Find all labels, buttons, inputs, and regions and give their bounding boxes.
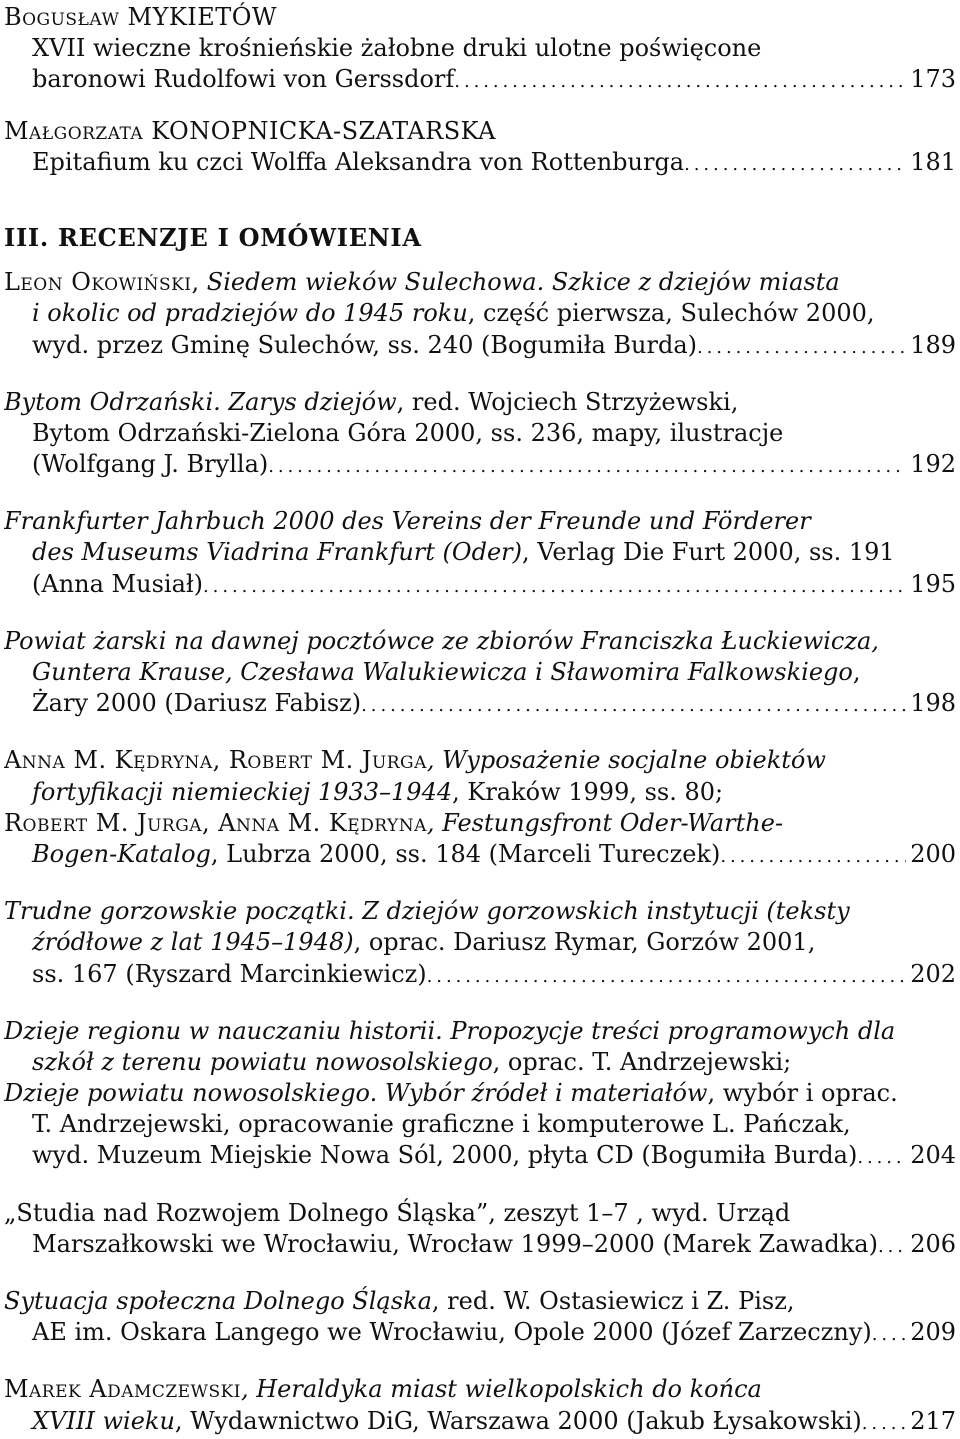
entry-author: Leon Okowiński (4, 268, 192, 297)
entry-text: , wybór i oprac. (707, 1079, 898, 1108)
toc-entry (4, 506, 956, 600)
entry-text: , Verlag Die Furt 2000, ss. 191 (521, 538, 895, 567)
dot-leader (878, 1229, 906, 1260)
page-number: 202 (910, 959, 956, 988)
dot-leader (720, 839, 906, 870)
entry-title: Bogen-Katalog (32, 839, 211, 868)
dot-leader (697, 330, 906, 361)
dot-leader (268, 449, 906, 480)
entry-leader-line (4, 839, 956, 870)
entry-line (4, 927, 956, 958)
entry-title-line: XVII wieczne krośnieńskie żałobne druki ulotne poświęcone (32, 34, 762, 63)
entry-title: , Wyposażenie socjalne obiektów (426, 746, 826, 775)
dot-leader (203, 569, 906, 600)
entry-text: , część pierwsza, Sulechów 2000, (467, 299, 875, 328)
entry-text: Marszałkowski we Wrocławiu, Wrocław 1999–2000 (Marek Zawadka) (32, 1229, 878, 1258)
entry-title: , Festungsfront Oder-Warthe- (426, 808, 784, 837)
entry-title: Dzieje regionu w nauczaniu historii. Propozycje treści programowych dla (4, 1016, 896, 1045)
page-number: 200 (910, 839, 956, 868)
entry-text: , oprac. T. Andrzejewski; (492, 1047, 792, 1076)
entry-title: Dzieje powiatu nowosolskiego. Wybór źródeł i materiałów (4, 1079, 708, 1108)
entry-title: Guntera Krause, Czesława Walukiewicza i Sławomira Falkowskiego (32, 658, 853, 686)
entry-line (4, 745, 956, 776)
entry-title: Trudne gorzowskie początki. Z dziejów gorzowskich instytucji (teksty (4, 897, 850, 926)
entry-title: des Museums Viadrina Frankfurt (Oder) (32, 538, 522, 567)
dot-leader (427, 959, 907, 990)
entry-text: (Anna Musiał) (32, 569, 204, 598)
entry-line (4, 387, 956, 418)
entry-line (4, 1078, 956, 1109)
entry-author: Robert M. Jurga, Anna M. Kędryna (4, 808, 427, 837)
entry-line (4, 1047, 956, 1078)
entry-leader-line (4, 64, 956, 95)
entry-line (4, 808, 956, 839)
entry-text: „Studia nad Rozwojem Dolnego Śląska”, zeszyt 1–7 , wyd. Urząd (4, 1198, 791, 1227)
dot-leader (361, 688, 906, 719)
entry-line (4, 298, 956, 329)
entry-text: , red. W. Ostasiewicz i Z. Pisz, (431, 1287, 795, 1315)
page-number: 204 (910, 1141, 956, 1170)
page-number: 195 (910, 569, 956, 598)
toc-entry (4, 116, 956, 178)
entry-title: Siedem wieków Sulechowa. Szkice z dziejów miasta (206, 268, 840, 297)
page-number: 189 (910, 330, 956, 359)
entry-title: XVIII wieku (32, 1406, 175, 1435)
section-heading: III. RECENZJE I OMÓWIENIA (4, 222, 422, 252)
entry-author: Anna M. Kędryna, Robert M. Jurga (4, 746, 427, 775)
toc-entry (4, 267, 956, 361)
entry-leader-line (4, 1229, 956, 1260)
toc-entry (4, 2, 956, 96)
entry-text: wyd. przez Gminę Sulechów, ss. 240 (Bogumiła Burda) (32, 330, 698, 359)
entry-text: (Wolfgang J. Brylla) (32, 450, 269, 479)
entry-text: , Kraków 1999, ss. 80; (452, 777, 724, 806)
entry-text: wyd. Muzeum Miejskie Nowa Sól, 2000, płyta CD (Bogumiła Burda) (32, 1141, 858, 1170)
toc-entry (4, 896, 956, 990)
entry-title: , Heraldyka miast wielkopolskich do końca (240, 1375, 762, 1404)
dot-leader (862, 1406, 906, 1437)
entry-title: źródłowe z lat 1945–1948) (32, 928, 354, 957)
dot-leader (872, 1317, 906, 1348)
dot-leader (684, 147, 906, 178)
page-number: 209 (910, 1318, 956, 1347)
entry-leader-line (4, 1406, 956, 1437)
entry-author: Marek Adamczewski (4, 1375, 241, 1404)
toc-entry (4, 1286, 956, 1348)
entry-title-line: Epitafium ku czci Wolffa Aleksandra von Rottenburga (32, 147, 685, 176)
entry-author: Małgorzata KONOPNICKA-SZATARSKA (4, 116, 496, 145)
entry-leader-line (4, 449, 956, 480)
entry-leader-line (4, 569, 956, 600)
toc-entry (4, 745, 956, 870)
entry-text: T. Andrzejewski, opracowanie graficzne i komputerowe L. Pańczak, (32, 1110, 851, 1139)
page-number: 217 (910, 1406, 956, 1435)
entry-text: Bytom Odrzański-Zielona Góra 2000, ss. 236, mapy, ilustracje (32, 418, 784, 447)
entry-author: Bogusław MYKIETÓW (4, 3, 278, 31)
entry-text: , red. Wojciech Strzyżewski, (396, 387, 739, 416)
entry-title: Sytuacja społeczna Dolnego Śląska (4, 1287, 432, 1315)
entry-line (4, 537, 956, 568)
entry-title-line: baronowi Rudolfowi von Gerssdorf (32, 65, 455, 94)
entry-title: i okolic od pradziejów do 1945 roku (32, 299, 468, 328)
entry-leader-line (4, 330, 956, 361)
toc-entry (4, 626, 956, 720)
entry-title: szkół z terenu powiatu nowosolskiego (32, 1047, 493, 1076)
page-number: 173 (910, 65, 956, 94)
entry-line (4, 1374, 956, 1405)
entry-leader-line (4, 959, 956, 990)
entry-leader-line (4, 1140, 956, 1171)
page-number: 181 (910, 147, 956, 176)
entry-title: fortyfikacji niemieckiej 1933–1944 (32, 777, 453, 806)
entry-text: , Wydawnictwo DiG, Warszawa 2000 (Jakub Łysakowski) (174, 1406, 862, 1435)
entry-line (4, 777, 956, 808)
entry-text: , (852, 658, 861, 686)
toc-entry (4, 1198, 956, 1260)
entry-text: , Lubrza 2000, ss. 184 (Marceli Tureczek) (210, 839, 721, 868)
dot-leader (454, 64, 906, 95)
entry-line (4, 1286, 956, 1317)
entry-line: Leon Okowiński, Siedem wieków Sulechowa. Szkice z dziejów miasta (4, 268, 840, 297)
page-number: 198 (910, 689, 956, 718)
toc-entry (4, 1374, 956, 1436)
toc-entry (4, 1016, 956, 1172)
dot-leader (857, 1140, 906, 1171)
entry-line (32, 839, 720, 870)
entry-leader-line (4, 147, 956, 178)
entry-leader-line (4, 1317, 956, 1348)
entry-text: AE im. Oskara Langego we Wrocławiu, Opole 2000 (Józef Zarzeczny) (32, 1318, 872, 1347)
entry-text: Żary 2000 (Dariusz Fabisz) (32, 689, 362, 718)
page-number: 192 (910, 450, 956, 479)
entry-line (32, 1406, 862, 1437)
entry-line (4, 657, 956, 688)
entry-title: Frankfurter Jahrbuch 2000 des Vereins der Freunde und Förderer (4, 507, 811, 536)
entry-leader-line (4, 688, 956, 719)
toc-entry (4, 387, 956, 481)
entry-title: Powiat żarski na dawnej pocztówce ze zbiorów Franciszka Łuckiewicza, (4, 626, 879, 655)
page-number: 206 (910, 1229, 956, 1258)
entry-text: , oprac. Dariusz Rymar, Gorzów 2001, (353, 928, 816, 957)
entry-title: Bytom Odrzański. Zarys dziejów (4, 387, 397, 416)
entry-text: ss. 167 (Ryszard Marcinkiewicz) (32, 959, 427, 988)
